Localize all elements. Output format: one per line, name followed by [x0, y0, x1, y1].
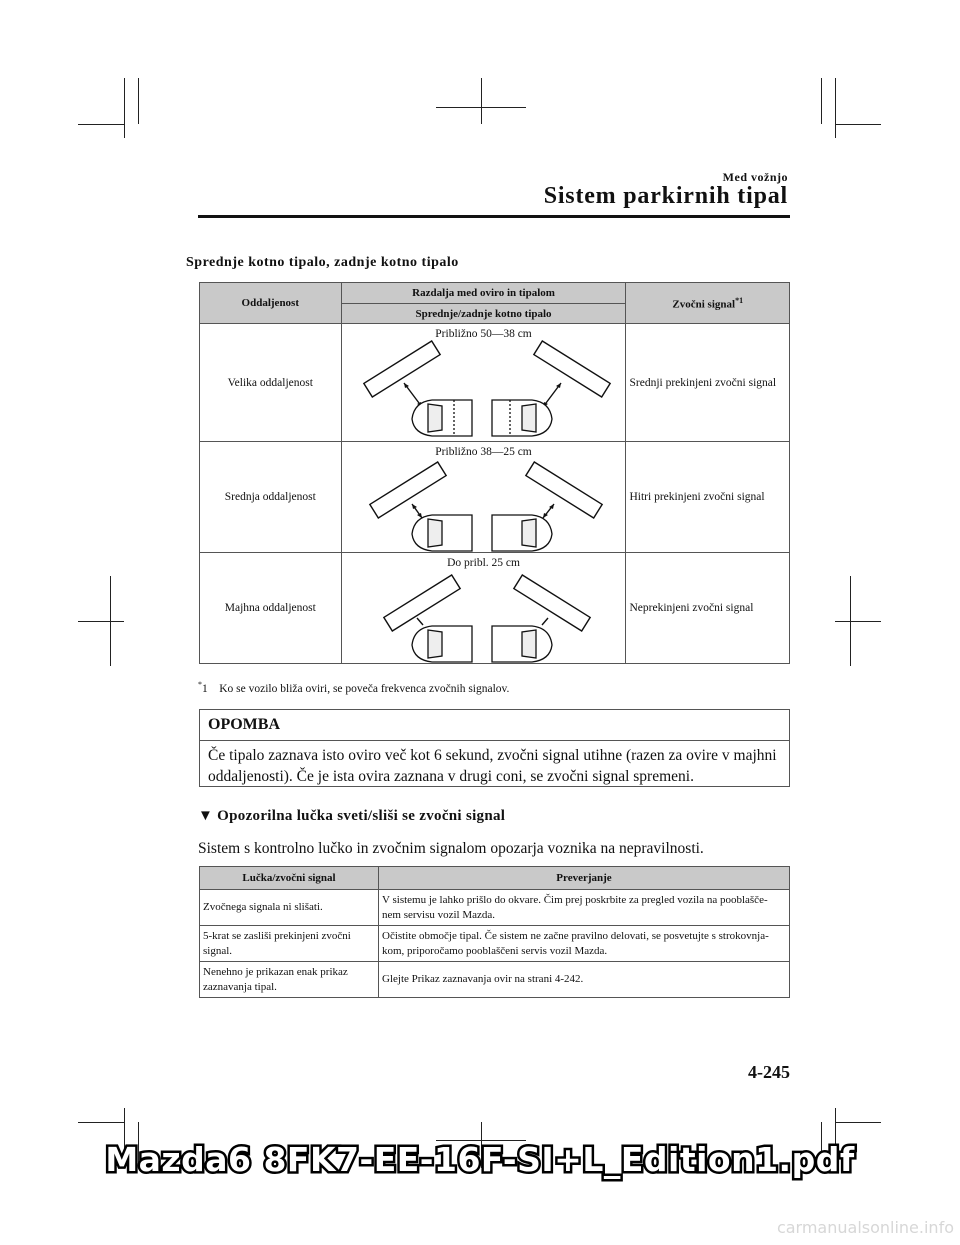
diagram-cell [341, 553, 626, 664]
body-paragraph: Sistem s kontrolno lučko in zvočnim signalom opozarja voznika na nepravilnosti. [198, 840, 704, 857]
header-sensor: Sprednje/zadnje kotno tipalo [341, 304, 626, 324]
distance-table [199, 282, 790, 664]
note-text: Če tipalo zaznava isto oviro več kot 6 sekund, zvočni signal utihne (razen za ovire v majhni oddaljenosti). Če je ista ovira zaznana v drugi coni, se zvočni signal spremeni. [208, 747, 777, 785]
table-row [200, 890, 790, 926]
diagram-cell [341, 442, 626, 553]
page-title: Sistem parkirnih tipal [543, 183, 788, 209]
table-row [200, 926, 790, 962]
check-cell: Glejte Prikaz zaznavanja ovir na strani 4-242. [379, 962, 790, 998]
diagram-cell [341, 324, 626, 442]
sub-heading [198, 808, 505, 825]
crop-mark [835, 1122, 881, 1123]
crop-mark [835, 78, 836, 138]
warning-cell: Nenehno je prikazan enak prikaz zaznavanja tipal. [200, 962, 379, 998]
crop-mark [78, 621, 124, 622]
warning-cell: 5-krat se zasliši prekinjeni zvočni signal. [200, 926, 379, 962]
footnote-text: Ko se vozilo bliža oviri, se poveča frekvenca zvočnih signalov. [219, 682, 510, 695]
file-banner-text: Mazda6 8FK7-EE-16F-SI+L_Edition1.pdf [105, 1140, 855, 1179]
warning-cell: Zvočnega signala ni slišati. [200, 890, 379, 926]
sensor-diagram [342, 442, 627, 553]
section-title: Sprednje kotno tipalo, zadnje kotno tipalo [186, 255, 459, 270]
header-signal-label: Zvočni signal [672, 298, 736, 311]
header-rule [198, 215, 790, 218]
table-row [200, 442, 790, 553]
crop-mark [835, 124, 881, 125]
header-signal-sup: *1 [735, 295, 744, 305]
file-banner [0, 1140, 960, 1179]
crop-mark [78, 1122, 124, 1123]
warning-table [199, 866, 790, 998]
crop-mark [124, 78, 125, 138]
signal-cell: Hitri prekinjeni zvočni signal [626, 442, 790, 553]
check-cell: V sistemu je lahko prišlo do okvare. Čim prej poskrbite za pregled vozila na pooblašče-nem servisu vozil Mazda. [379, 890, 790, 926]
range-label: Do pribl. 25 cm [447, 557, 520, 569]
sub-heading-text: Opozorilna lučka sveti/sliši se zvočni signal [217, 808, 506, 824]
note-title: OPOMBA [200, 710, 789, 741]
footnote-mark: * [198, 680, 202, 689]
table-row [200, 324, 790, 442]
signal-cell: Neprekinjeni zvočni signal [626, 553, 790, 664]
header-warning: Lučka/zvočni signal [200, 867, 379, 890]
header-check: Preverjanje [379, 867, 790, 890]
table-row [200, 553, 790, 664]
crop-mark [821, 78, 822, 124]
page-number: 4-245 [748, 1062, 790, 1082]
table-row [200, 962, 790, 998]
header-distance: Oddaljenost [200, 283, 342, 324]
crop-mark [481, 78, 482, 124]
range-label: Približno 50—38 cm [435, 328, 532, 340]
distance-cell: Majhna oddaljenost [200, 553, 342, 664]
check-cell: Očistite območje tipal. Če sistem ne začne pravilno delovati, se posvetujte s strokovnja-kom, priporočamo pooblaščeni servis vozil Mazda. [379, 926, 790, 962]
crop-mark [835, 621, 881, 622]
section-label: Med vožnjo [722, 170, 788, 184]
crop-mark [138, 78, 139, 124]
distance-cell: Srednja oddaljenost [200, 442, 342, 553]
watermark: carmanualsonline.info [776, 1218, 954, 1237]
header-signal [626, 283, 790, 324]
sensor-diagram [342, 553, 627, 664]
crop-mark [436, 107, 526, 108]
triangle-down-icon: ▼ [198, 808, 214, 824]
footnote-number: 1 [202, 682, 208, 695]
range-label: Približno 38—25 cm [435, 446, 532, 458]
footnote [198, 680, 509, 695]
crop-mark [78, 124, 124, 125]
signal-cell: Srednji prekinjeni zvočni signal [626, 324, 790, 442]
sensor-diagram [342, 324, 627, 442]
header-range: Razdalja med oviro in tipalom [341, 283, 626, 304]
note-box [199, 709, 790, 787]
distance-cell: Velika oddaljenost [200, 324, 342, 442]
